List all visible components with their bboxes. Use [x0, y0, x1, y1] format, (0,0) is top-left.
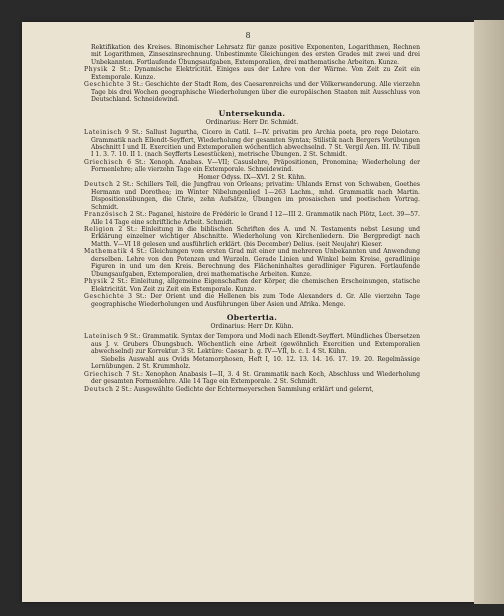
paragraph-physik: Physik 2 St.: Einleitung, allgemeine Eigenschaften der Körper, die chemischen Erscheinungen, statische Elektricität. Von Zeit zu Zeit ein Extemporale. Kunze. — [84, 278, 420, 293]
subject-label: Physik — [84, 278, 108, 286]
book-binding-edge — [474, 20, 504, 604]
paragraph-deutsch: Deutsch 2 St.: Schillers Tell, die Jungfrau von Orleans; privatim: Uhlands Ernst von Schwaben, Goethes Hermann und Dorothea; im Winter Nibelungenlied 1—263 Lachm., mhd. Grammatik nach Martin. Dispositionsübungen, die Chrie, zehn Aufsätze, Übungen im prosaischen und poetischen Vortrag. Schmidt. — [84, 181, 420, 211]
ordinarius-line: Ordinarius: Herr Dr. Schmidt. — [205, 118, 299, 126]
section-title-obertertia: Obertertia. — [226, 312, 278, 322]
paragraph-lateinisch: Lateinisch 9 St.: Sallust Iugurtha, Cicero in Catil. I—IV. privatim pro Archia poeta, pro rege Deiotaro. Grammatik nach Ellendt-Seyffert, Wiederholung der gesamten Syntax; Stilistik nach Bergers Vorübungen Abschnitt I und II. Exercitien und Extemporalien wöchentlich abwechselnd. 7 St. Vergil Aen. III. IV. Tibull I 1. 3. 7. 10. II 1. (nach Seyfferts Lesestücken), metrische Übungen. 2 St. Schmidt. — [84, 129, 420, 159]
paragraph: Rektifikation des Kreises. Binomischer Lehrsatz für ganze positive Exponenten, Logarithmen, Rechnen mit Logarithmen, Zinseszinsrechnung. Unbestimmte Gleichungen des ersten Grades mit zwei und drei Unbekannten. Fortlaufende Übungsaufgaben, Extemporalien, drei mathematische Arbeiten. Kunze. — [91, 44, 420, 66]
paragraph-geschichte: Geschichte 3 St.: Geschichte der Stadt Rom, des Caesarenreichs und der Völkerwanderung. Alle vierzehn Tage bis drei Wochen geographische Wiederholungen über die europäischen Staaten mit Ausschluss von Deutschland. Schneidewind. — [84, 81, 420, 104]
paragraph-continuation: Homer Odyss. IX—XVI. 2 St. Kühn. — [198, 173, 306, 181]
subject-label: Mathematik — [84, 248, 128, 256]
paragraph-religion: Religion 2 St.: Einleitung in die biblischen Schriften des A. und N. Testaments nebst Lesung und Erklärung einzelner wichtiger Abschnitte. Wiederholung von Kirchenliedern. Die Bergpredigt nach Matth. V—VI 18 gelesen und ausführlich erklärt. (bis December) Delius. (seit Neujahr) Kieser. — [84, 225, 420, 248]
subject-label: Französisch — [84, 211, 128, 219]
subject-label: Lateinisch — [84, 333, 123, 341]
subject-label: Religion — [84, 225, 115, 233]
paragraph-lateinisch: Lateinisch 9 St.: Grammatik. Syntax der Tempora und Modi nach Ellendt-Seyffert. Mündliches Übersetzen aus J. v. Grubers Übungsbuch. Wöchentlich eine Arbeit (gewöhnlich Exercitien und Extemporalien abwechselnd) zur Korrektur. 3 St. Lektüre: Caesar b. g. IV—VII, b. c. I. 4 St. Kühn. — [84, 333, 420, 356]
subject-label: Griechisch — [84, 158, 124, 166]
ordinarius-line: Ordinarius: Herr Dr. Kühn. — [210, 322, 294, 330]
subject-label: Deutsch — [84, 181, 114, 189]
paragraph-physik: Physik 2 St.: Dynamische Elektricität. Einiges aus der Lehre von der Wärme. Von Zeit zu Zeit ein Extemporale. Kunze. — [84, 66, 420, 81]
section-title-untersekunda: Untersekunda. — [218, 108, 286, 118]
page-number: 8 — [245, 31, 251, 40]
paragraph-mathematik: Mathematik 4 St.: Gleichungen vom ersten Grad mit einer und mehreren Unbekannten und Anwendung derselben. Lehre von den Potenzen und Wurzeln. Gerade Linien und Winkel beim Kreise, geradlinige Figuren in und um den Kreis. Berechnung des Flächeninhaltes geradliniger Figuren. Fortlaufende Übungsaufgaben, Extemporalien, drei mathematische Arbeiten. Kunze. — [84, 248, 420, 278]
paragraph-griechisch: Griechisch 7 St.: Xenophon Anabasis I—II, 3. 4 St. Grammatik nach Koch, Abschluss und Wiederholung der gesamten Formenlehre. Alle 14 Tage ein Extemporale. 2 St. Schmidt. — [84, 370, 420, 386]
document-page — [22, 22, 474, 602]
subject-label: Geschichte — [84, 81, 125, 89]
paragraph-geschichte: Geschichte 3 St.: Der Orient und die Hellenen bis zum Tode Alexanders d. Gr. Alle vierzehn Tage geographische Wiederholungen und Ausführungen über Asien und Afrika. Menge. — [84, 293, 420, 308]
subject-label: Geschichte — [84, 293, 125, 301]
paragraph-griechisch: Griechisch 6 St.: Xenoph. Anabas. V—VII; Casuslehre, Präpositionen, Pronomina; Wiederholung der Formenlehre; alle vierzehn Tage ein Extemporale. Schneidewind. — [84, 158, 420, 174]
subject-label: Physik — [84, 66, 108, 74]
paragraph-continuation: Siebelis Auswahl aus Ovids Metamorphosen, Heft I, 10. 12. 13. 14. 16. 17. 19. 20. Regelmässige Lernübungen. 2 St. Krummholz. — [91, 355, 420, 371]
page-text — [84, 44, 420, 393]
subject-label: Deutsch — [84, 385, 114, 393]
subject-label: Griechisch — [84, 370, 124, 378]
subject-label: Lateinisch — [84, 129, 123, 137]
paragraph-deutsch: Deutsch 2 St.: Ausgewählte Gedichte der Echtermeyerschen Sammlung erklärt und gelernt, — [84, 385, 374, 393]
paragraph-franzoesisch: Französisch 2 St.: Paganel, histoire de Frédéric le Grand I 12—III 2. Grammatik nach Plötz, Lect. 39—57. Alle 14 Tage eine schriftliche Arbeit. Schmidt. — [84, 211, 420, 226]
